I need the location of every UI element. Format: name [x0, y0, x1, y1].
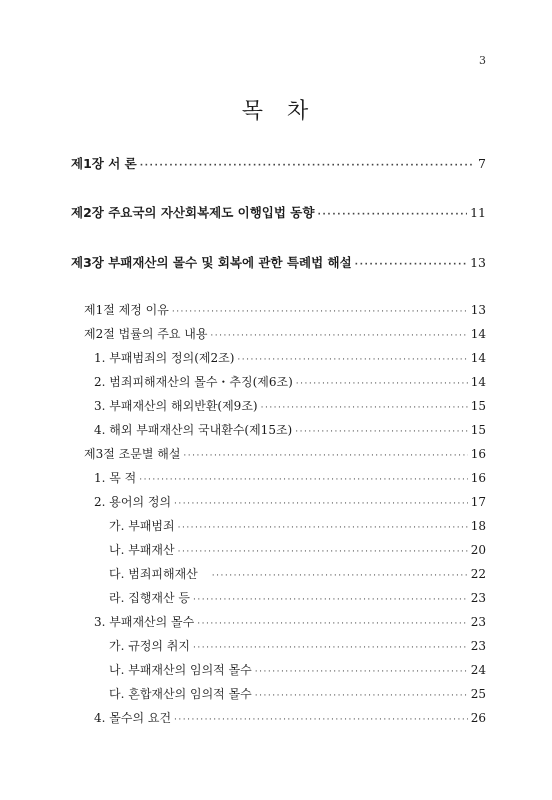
- toc-entry-label: 나. 부패재산: [109, 543, 175, 557]
- toc-entry-page: 13: [470, 303, 486, 317]
- toc-entry-section[interactable]: [84, 326, 486, 344]
- toc-entry-subitem[interactable]: [109, 638, 486, 656]
- toc-entry-item[interactable]: [94, 710, 486, 728]
- toc-entry-subitem[interactable]: [109, 590, 486, 608]
- toc-entry-page: 23: [470, 591, 486, 605]
- toc-entry-page: 16: [470, 447, 486, 461]
- dot-leader: [261, 400, 468, 416]
- toc-entry-label: 제3절 조문별 해설: [84, 447, 181, 461]
- toc-entry-subitem[interactable]: [109, 686, 486, 704]
- toc-entry-label: 3. 부패재산의 몰수: [94, 615, 195, 629]
- toc-title: [0, 94, 552, 125]
- toc-entry-item[interactable]: [94, 374, 486, 392]
- toc-entry-label: 4. 몰수의 요건: [94, 711, 172, 725]
- toc-entry-label: 2. 범죄피해재산의 몰수・추징(제6조): [94, 375, 293, 389]
- toc-entry-section[interactable]: [84, 302, 486, 320]
- toc-entry-page: 14: [470, 375, 486, 389]
- toc-entry-subitem[interactable]: [109, 566, 486, 584]
- toc-entry-page: 15: [470, 399, 486, 413]
- toc-entry-label: 제2절 법률의 주요 내용: [84, 327, 208, 341]
- toc-entry-chapter-2[interactable]: [71, 205, 486, 223]
- toc-entry-subitem[interactable]: [109, 662, 486, 680]
- dot-leader: [172, 304, 468, 320]
- toc-entry-page: 26: [470, 711, 486, 725]
- toc-entry-subitem[interactable]: [109, 542, 486, 560]
- dot-leader: [317, 207, 467, 223]
- toc-entry-page: 11: [470, 205, 486, 220]
- toc-entry-page: 23: [470, 639, 486, 653]
- dot-leader: [193, 640, 468, 656]
- toc-entry-subitem[interactable]: [109, 518, 486, 536]
- dot-leader: [296, 376, 468, 392]
- toc-entry-item[interactable]: [94, 422, 486, 440]
- dot-leader: [183, 448, 467, 464]
- toc-entry-item[interactable]: [94, 398, 486, 416]
- toc-entry-page: 17: [470, 495, 486, 509]
- toc-entry-label: 4. 해외 부패재산의 국내환수(제15조): [94, 423, 293, 437]
- toc-entry-chapter-1[interactable]: [71, 156, 486, 174]
- toc-entry-item[interactable]: [94, 350, 486, 368]
- toc-entry-page: 25: [470, 687, 486, 701]
- dot-leader: [355, 257, 467, 273]
- toc-entry-page: 14: [470, 327, 486, 341]
- toc-entry-label: 제1절 제정 이유: [84, 303, 169, 317]
- toc-entry-page: 14: [470, 351, 486, 365]
- dot-leader: [210, 328, 467, 344]
- toc-entry-page: 7: [478, 156, 486, 171]
- toc-entry-label: 3. 부패재산의 해외반환(제9조): [94, 399, 258, 413]
- dot-leader: [212, 568, 468, 584]
- dot-leader: [174, 712, 468, 728]
- toc-entry-page: 18: [470, 519, 486, 533]
- dot-leader: [255, 664, 468, 680]
- dot-leader: [140, 158, 475, 174]
- toc-entry-page: 16: [470, 471, 486, 485]
- toc-entry-label: 라. 집행재산 등: [109, 591, 190, 605]
- toc-entry-item[interactable]: [94, 494, 486, 512]
- dot-leader: [178, 520, 468, 536]
- toc-entry-label: 제3장 부패재산의 몰수 및 회복에 관한 특례법 해설: [71, 255, 352, 270]
- toc-entry-item[interactable]: [94, 470, 486, 488]
- toc-entry-label: 2. 용어의 정의: [94, 495, 172, 509]
- toc-entry-label: 나. 부패재산의 임의적 몰수: [109, 663, 252, 677]
- toc-entry-page: 15: [470, 423, 486, 437]
- dot-leader: [174, 496, 468, 512]
- toc-entry-page: 13: [470, 255, 486, 270]
- dot-leader: [139, 472, 467, 488]
- toc-entry-label: 가. 규정의 취지: [109, 639, 190, 653]
- page-number: 3: [479, 54, 486, 67]
- toc-entry-page: 20: [470, 543, 486, 557]
- toc-entry-label: 다. 범죄피해재산: [109, 567, 198, 581]
- dot-leader: [197, 616, 467, 632]
- toc-entry-label: 다. 혼합재산의 임의적 몰수: [109, 687, 252, 701]
- dot-leader: [237, 352, 467, 368]
- toc-entry-label: 1. 목 적: [94, 471, 137, 485]
- toc-entry-label: 제2장 주요국의 자산회복제도 이행입법 동향: [71, 205, 315, 220]
- toc-entry-chapter-3[interactable]: [71, 255, 486, 273]
- dot-leader: [255, 688, 468, 704]
- dot-leader: [193, 592, 468, 608]
- toc-entry-item[interactable]: [94, 614, 486, 632]
- dot-leader: [178, 544, 468, 560]
- toc-entry-page: 22: [470, 567, 486, 581]
- toc-entry-page: 23: [470, 615, 486, 629]
- toc-entry-page: 24: [470, 663, 486, 677]
- dot-leader: [295, 424, 467, 440]
- toc-entry-label: 1. 부패범죄의 정의(제2조): [94, 351, 235, 365]
- toc-title-char: 차: [287, 99, 311, 124]
- toc-entry-section[interactable]: [84, 446, 486, 464]
- toc-title-char: 목: [241, 99, 265, 124]
- toc-entry-label: 가. 부패범죄: [109, 519, 175, 533]
- toc-entry-label: 제1장 서 론: [71, 156, 137, 171]
